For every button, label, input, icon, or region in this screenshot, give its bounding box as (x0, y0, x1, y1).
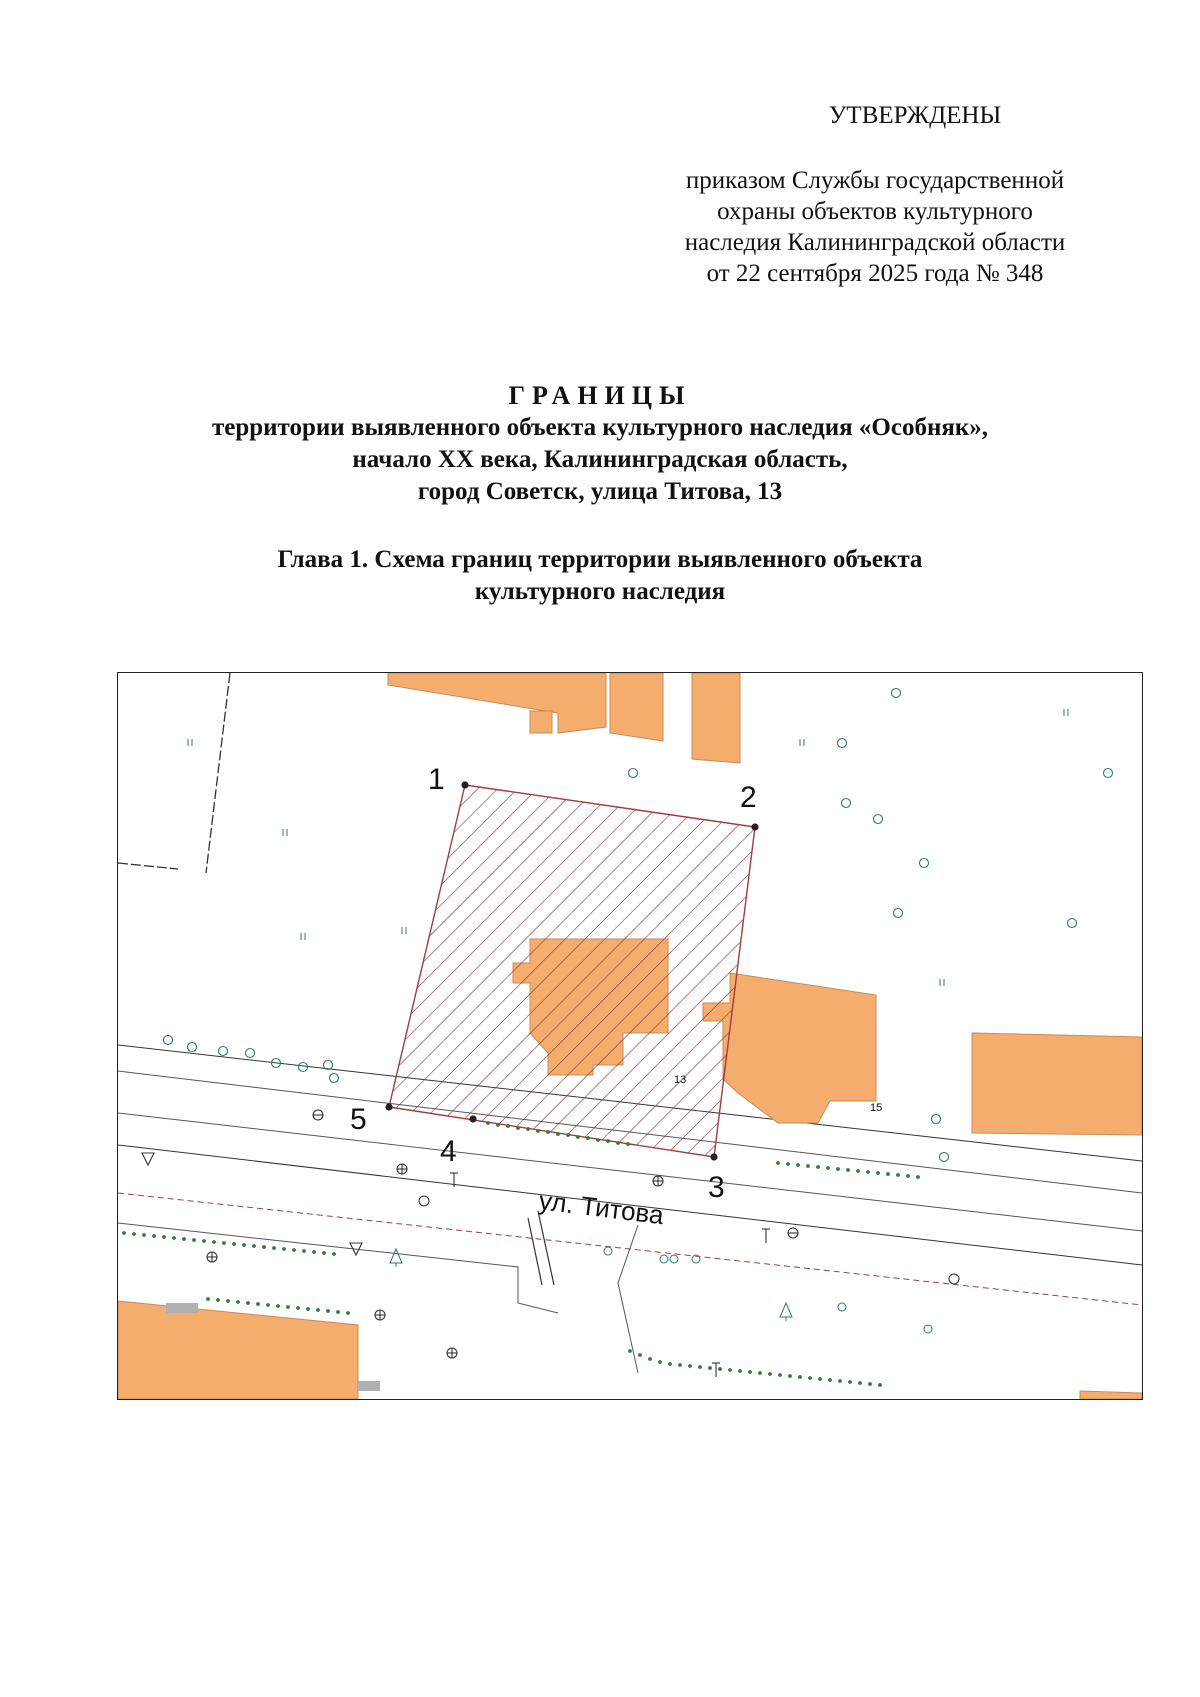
chapter-heading (100, 544, 1100, 608)
approval-line: от 22 сентября 2025 года № 348 (706, 260, 1044, 287)
map-canvas (118, 673, 1142, 1399)
building-number-15: 15 (870, 1102, 883, 1114)
approval-line: охраны объектов культурного (717, 198, 1033, 225)
document-heading (100, 380, 1100, 508)
fence-left-bottom (118, 863, 178, 869)
point-label-1: 1 (428, 763, 445, 796)
building-top-mid (610, 673, 663, 741)
building-bottom-right (1080, 1391, 1142, 1399)
fence-left (206, 673, 230, 873)
building-number-13: 13 (674, 1074, 687, 1086)
building-top-right (692, 673, 740, 763)
chapter-line: культурного наследия (474, 578, 726, 605)
road-side (538, 1211, 554, 1285)
bottom-gray-strip (358, 1381, 380, 1391)
building-top-annex (530, 711, 552, 733)
approval-block (620, 100, 1130, 289)
heading-line: начало XX века, Калининградская область, (352, 446, 848, 473)
document-title: ГРАНИЦЫ (508, 381, 692, 410)
point-label-4: 4 (440, 1135, 457, 1168)
road-side (118, 1223, 558, 1313)
heading-line: город Советск, улица Титова, 13 (417, 478, 783, 505)
bottom-gray-strip (166, 1303, 198, 1313)
approval-line: наследия Калининградской области (684, 229, 1066, 256)
street-label: ул. Титова (537, 1185, 666, 1231)
road-side (618, 1225, 638, 1373)
chapter-line: Глава 1. Схема границ территории выявленного объекта (277, 546, 923, 573)
conifer-icons (390, 1247, 932, 1333)
approval-title: УТВЕРЖДЕНЫ (828, 102, 1002, 129)
building-top-left (388, 673, 606, 733)
approval-line: приказом Службы государственной (685, 167, 1065, 194)
point-label-5: 5 (350, 1103, 367, 1136)
heading-line: территории выявленного объекта культурного наследия «Особняк», (211, 414, 989, 441)
building-bottom-left (118, 1301, 358, 1399)
boundary-map (117, 672, 1143, 1400)
point-label-2: 2 (740, 781, 757, 814)
building-right (972, 1033, 1142, 1135)
road-side (528, 1218, 542, 1285)
protected-territory (389, 785, 755, 1157)
point-label-3: 3 (708, 1171, 725, 1204)
